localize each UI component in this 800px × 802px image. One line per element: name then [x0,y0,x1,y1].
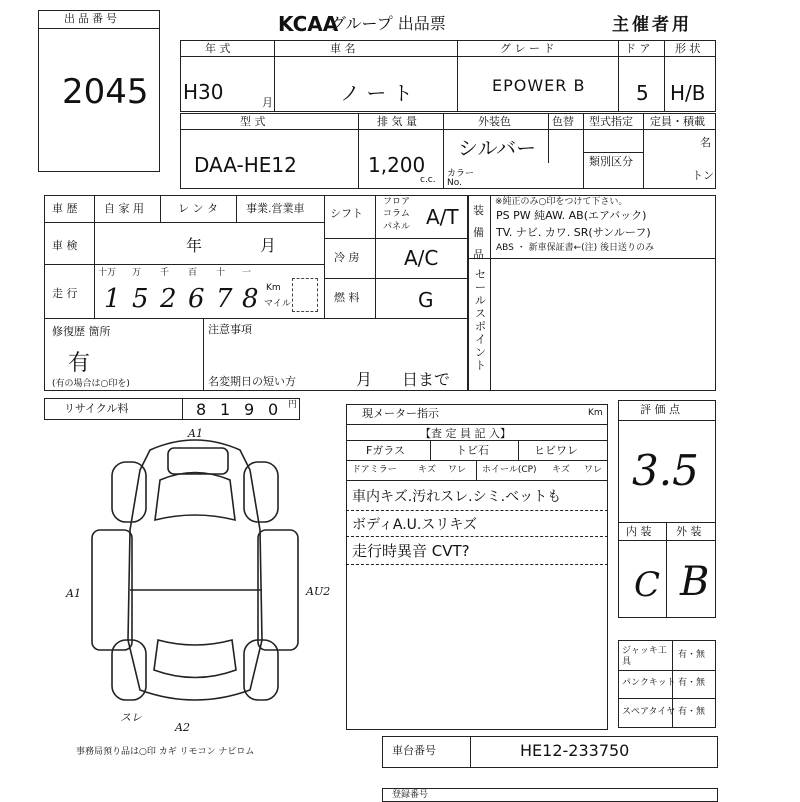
ac-label: 冷 房 [334,251,360,264]
organizer-label: 主催者用 [612,15,692,35]
sales-point-label: セールスポイント [475,268,486,372]
usage-label: 車 歴 [52,202,78,215]
repair-value: 有 [68,351,91,376]
ext-color-label: 外装色 [478,115,511,128]
mileage-digit: 5 [132,284,149,314]
month-label: 月 [262,96,273,109]
grade-label: グ レ ー ド [500,42,555,55]
model-spec-label: 型式指定 [589,115,633,128]
body-label: 形 状 [675,42,701,55]
meter-km: Km [588,408,603,418]
grade-score-label: 評 価 点 [640,403,680,416]
jack-label: ジャッキ工具 [622,646,667,667]
shift-column: コラム [383,209,410,219]
mileage-digit: 1 [104,284,121,314]
lot-label: 出品番号 [64,12,120,25]
grade-value: EPOWER B [492,76,586,95]
damage-mark-front: A1 [188,427,203,440]
recycle-digit: 8 [196,400,207,419]
kcaa-logo: KCAA [278,12,339,36]
note-line2: ボディA.U.スリキズ [352,517,478,533]
recycle-label: リサイクル料 [64,402,129,415]
interior-grade: C [634,565,661,605]
mileage-digit: 6 [188,284,205,314]
repair-note: (有の場合は○印を) [52,379,130,389]
usage-business: 事業.営業車 [246,202,305,215]
damage-mark-left: A1 [66,587,81,600]
chassis-number: HE12-233750 [520,741,630,760]
mirror-scratch: キズ [418,465,436,475]
displacement-value: 1,200 [368,153,426,177]
damage-mark-rear: A2 [175,721,190,734]
exterior-grade: B [680,559,710,605]
equipment-line2: TV. ナビ. カワ. SR(サンルーフ) [496,226,651,239]
equipment-line3: ABS ・ 新車保証書←(注) 後日送りのみ [496,243,655,253]
name-change-label: 名変期日の短い方 [208,375,296,388]
fuel-value: G [418,288,434,312]
keys-footer: 事務局預り品は○印 カギ リモコン ナビロム [76,747,255,757]
repair-label: 修復歴 箇所 [52,325,111,338]
registration-label: 登録番号 [392,790,429,800]
note-line1: 車内キズ.汚れスレ.シミ.ベットも [352,489,562,505]
wheel-scratch: キズ [552,465,570,475]
recycle-digit: 9 [244,400,255,419]
year-label: 年 式 [205,42,231,55]
person-unit: 名 [700,136,711,149]
mileage-digits: 十万 万 千 百 十 一 1 5 2 6 7 8 Km マイル [96,266,324,318]
spare-tire-label: スペアタイヤ [622,707,676,717]
mileage-digit: 2 [160,284,177,314]
color-value: シルバー [458,136,537,160]
chassis-label: 車台番号 [392,744,436,757]
record-label: 【査 定 員 記 入】 [420,427,511,440]
lot-number: 2045 [62,72,149,112]
note-line3: 走行時異音 CVT? [352,542,470,560]
meter-label: 現メーター指示 [362,407,439,420]
inspection-label: 車 検 [52,239,78,252]
model-value: DAA-HE12 [194,153,297,177]
model-label: 型 式 [240,115,266,128]
shift-value: A/T [426,205,459,229]
form-title: グループ 出品票 [330,14,446,33]
mile-label: マイル [264,299,291,309]
exterior-label: 外 装 [676,525,702,538]
mileage-digit: 8 [242,284,259,314]
class-label: 類別区分 [589,155,633,168]
doors-value: 5 [636,81,649,105]
usage-private: 自 家 用 [104,202,144,215]
insp-month-unit: 月 [260,236,277,255]
jack-value: 有・無 [678,650,706,660]
shift-label: シフト [330,207,363,220]
disp-label: 排 気 量 [377,115,417,128]
name-change-month: 月 [356,370,373,389]
shift-floor: フロア [383,197,411,207]
notes-label: 注意事項 [208,323,252,336]
grade-score: 3.5 [632,446,699,495]
car-label: 車 名 [330,42,356,55]
glass-label: Fガラス [366,444,405,457]
damage-mark-right: AU2 [306,585,331,598]
mirror-crack: ワレ [448,465,467,475]
ton-unit: トン [692,169,714,182]
recycle-digit: 0 [268,400,279,419]
recycle-digit: 1 [220,400,231,419]
spare-tire-value: 有・無 [678,707,706,717]
puncture-kit-label: パンクキット [622,678,676,688]
usage-rental: レ ン タ [178,202,218,215]
ac-value: A/C [404,246,439,270]
equipment-line1: PS PW 純AW. AB(エアバック) [496,209,647,222]
fuel-label: 燃 料 [334,291,360,304]
int-color-label: 色替 [552,115,574,128]
body-value: H/B [670,81,706,105]
yen-unit: 円 [288,400,298,410]
glass-chip: トビ石 [456,444,489,457]
puncture-kit-value: 有・無 [678,678,706,688]
mileage-digit: 7 [216,284,233,314]
insp-year-unit: 年 [186,236,203,255]
year-value: H30 [183,80,224,104]
damage-mark-rear-scuff: スレ [120,711,142,724]
glass-crack: ヒビワレ [534,444,578,457]
wheel-crack: ワレ [584,465,603,475]
wheel-label: ホイール(CP) [482,465,537,475]
car-name: ノ ー ト [340,81,413,105]
shift-panel: パネル [383,222,411,232]
interior-label: 内 装 [626,525,652,538]
cc-unit: c.c. [420,175,436,185]
color-no-label: カラー No. [447,169,475,188]
equipment-note: ※純正のみ○印をつけて下さい。 [495,197,628,207]
door-label: ド ア [625,42,651,55]
equipment-label: 装 備 品 [473,204,484,261]
name-change-day: 日まで [402,370,451,389]
capacity-label: 定員・積載 [650,115,705,128]
mirror-label: ドアミラー [352,465,397,475]
mileage-label: 走 行 [52,287,78,300]
km-label: Km [266,283,281,293]
